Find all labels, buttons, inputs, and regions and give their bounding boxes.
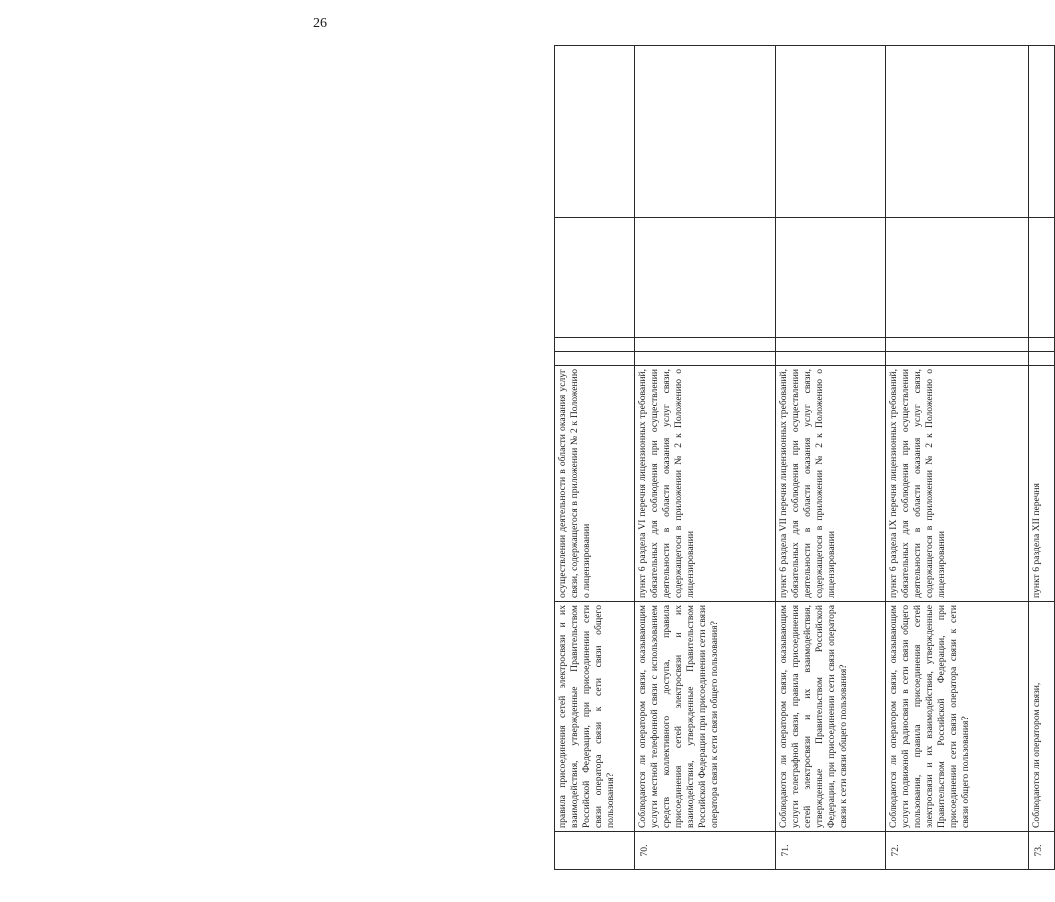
empty-cell [635,46,776,218]
requirements-table-rotated [554,46,1054,870]
empty-cell [776,46,886,218]
reference-cell: осуществлении деятельности в области оказания услуг связи, содержащегося в приложении № 2 к Положению о лицензировании [555,366,635,602]
empty-cell [1029,338,1055,352]
empty-cell [555,352,635,366]
empty-cell [555,46,635,218]
reference-cell: пункт 6 раздела IX перечня лицензионных требований, обязательных для соблюдения при осуществлении деятельности в области оказания услуг связи, содержащегося в приложении № 2 к Положению о лицензировании [886,366,1029,602]
page-number: 26 [313,16,327,31]
empty-cell [886,352,1029,366]
row-number: 70. [635,832,776,870]
row-number: 72. [886,832,1029,870]
empty-cell [886,46,1029,218]
empty-cell [635,218,776,338]
reference-cell: пункт 6 раздела VI перечня лицензионных требований, обязательных для соблюдения при осуществлении деятельности в области оказания услуг связи, содержащегося в приложении № 2 к Положению о лицензировании [635,366,776,602]
question-cell: Соблюдаются ли оператором связи, оказывающим услуги телеграфной связи, правила присоединения сетей электросвязи и их взаимодействия, утвержденные Правительством Российской Федерации, при присоединении сети связи оператора связи к сети связи общего пользования? [776,602,886,832]
table-row [555,46,635,870]
empty-cell [635,338,776,352]
empty-cell [886,338,1029,352]
row-number [555,832,635,870]
empty-cell [635,352,776,366]
table-row [886,46,1029,870]
reference-cell: пункт 6 раздела VII перечня лицензионных требований, обязательных для соблюдения при осуществлении деятельности в области оказания услуг связи, содержащегося в приложении № 2 к Положению о лицензировании [776,366,886,602]
question-cell: Соблюдаются ли оператором связи, оказывающим услуги местной телефонной связи с использованием средств коллективного доступа, правила присоединения сетей электросвязи и их взаимодействия, утвержденные Правительством Российской Федерации при присоединении сети связи оператора связи к сети связи общего пользования? [635,602,776,832]
empty-cell [1029,46,1055,218]
reference-cell: пункт 6 раздела XII перечня [1029,366,1055,602]
empty-cell [555,338,635,352]
empty-cell [886,218,1029,338]
requirements-table [554,45,1055,870]
row-number: 73. [1029,832,1055,870]
row-number: 71. [776,832,886,870]
empty-cell [555,218,635,338]
empty-cell [1029,352,1055,366]
empty-cell [776,352,886,366]
question-cell: Соблюдаются ли оператором связи, оказывающим услуги подвижной радиосвязи в сети связи общего пользования, правила присоединения сетей электросвязи и их взаимодействия, утвержденные Правительством Российской Федерации, при присоединении сети связи оператора связи к сети связи общего пользования? [886,602,1029,832]
empty-cell [1029,218,1055,338]
question-cell: Соблюдаются ли оператором связи, [1029,602,1055,832]
empty-cell [776,338,886,352]
table-row [776,46,886,870]
empty-cell [776,218,886,338]
table-row [1029,46,1055,870]
question-cell: правила присоединения сетей электросвязи и их взаимодействия, утвержденные Правительством Российской Федерации, при присоединении сети связи оператора связи к сети связи общего пользования? [555,602,635,832]
table-row [635,46,776,870]
